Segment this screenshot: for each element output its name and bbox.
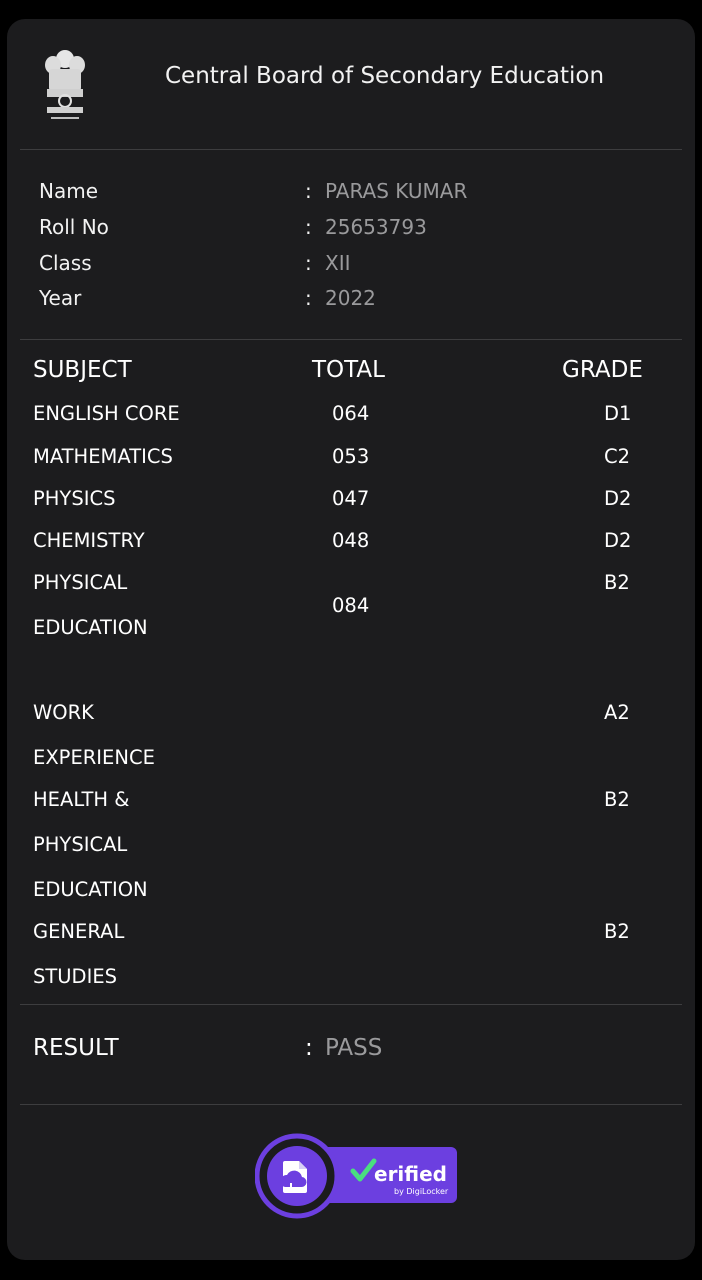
- class-value: XII: [325, 251, 351, 275]
- year-value: 2022: [325, 286, 376, 310]
- total-cell: 064: [332, 402, 370, 425]
- colon: :: [305, 179, 312, 203]
- subject-cell: EDUCATION: [33, 616, 148, 639]
- subject-cell: HEALTH &: [33, 788, 130, 811]
- subject-cell: PHYSICAL: [33, 833, 128, 856]
- name-label: Name: [39, 179, 99, 203]
- subject-cell: WORK: [33, 701, 94, 724]
- grade-cell: A2: [604, 701, 630, 724]
- digilocker-verified-icon[interactable]: [255, 1133, 461, 1219]
- grade-cell: D1: [604, 402, 632, 425]
- subject-cell: GENERAL: [33, 920, 125, 943]
- subject-cell: CHEMISTRY: [33, 529, 145, 552]
- total-cell: 047: [332, 487, 370, 510]
- subject-cell: ENGLISH CORE: [33, 402, 180, 425]
- name-value: PARAS KUMAR: [325, 179, 468, 203]
- grade-header: GRADE: [562, 357, 643, 383]
- total-cell: 048: [332, 529, 370, 552]
- colon: :: [305, 251, 312, 275]
- subject-cell: MATHEMATICS: [33, 445, 173, 468]
- header: [7, 19, 695, 149]
- grade-cell: B2: [604, 920, 630, 943]
- result-label: RESULT: [33, 1035, 119, 1061]
- total-cell: 053: [332, 445, 370, 468]
- class-label: Class: [39, 251, 92, 275]
- roll-label: Roll No: [39, 215, 109, 239]
- national-emblem-icon: [37, 45, 93, 125]
- subject-cell: EDUCATION: [33, 878, 148, 901]
- total-header: TOTAL: [312, 357, 385, 383]
- badge-text: erified: [374, 1162, 447, 1186]
- colon: :: [305, 215, 312, 239]
- board-title: Central Board of Secondary Education: [165, 63, 605, 89]
- year-label: Year: [39, 286, 82, 310]
- grade-cell: B2: [604, 571, 630, 594]
- divider: [20, 1104, 682, 1105]
- total-cell: 084: [332, 594, 370, 617]
- divider: [20, 149, 682, 150]
- divider: [20, 1004, 682, 1005]
- grade-cell: D2: [604, 487, 632, 510]
- result-value: PASS: [325, 1035, 383, 1061]
- colon: :: [305, 286, 312, 310]
- grade-cell: B2: [604, 788, 630, 811]
- subject-cell: STUDIES: [33, 965, 118, 988]
- subject-cell: EXPERIENCE: [33, 746, 155, 769]
- subject-cell: PHYSICS: [33, 487, 116, 510]
- divider: [20, 339, 682, 340]
- roll-value: 25653793: [325, 215, 427, 239]
- grade-cell: C2: [604, 445, 631, 468]
- subject-header: SUBJECT: [33, 357, 132, 383]
- result-card: [7, 19, 695, 1260]
- subject-cell: PHYSICAL: [33, 571, 128, 594]
- badge-subtext: by DigiLocker: [394, 1187, 449, 1196]
- grade-cell: D2: [604, 529, 632, 552]
- colon: :: [305, 1035, 313, 1061]
